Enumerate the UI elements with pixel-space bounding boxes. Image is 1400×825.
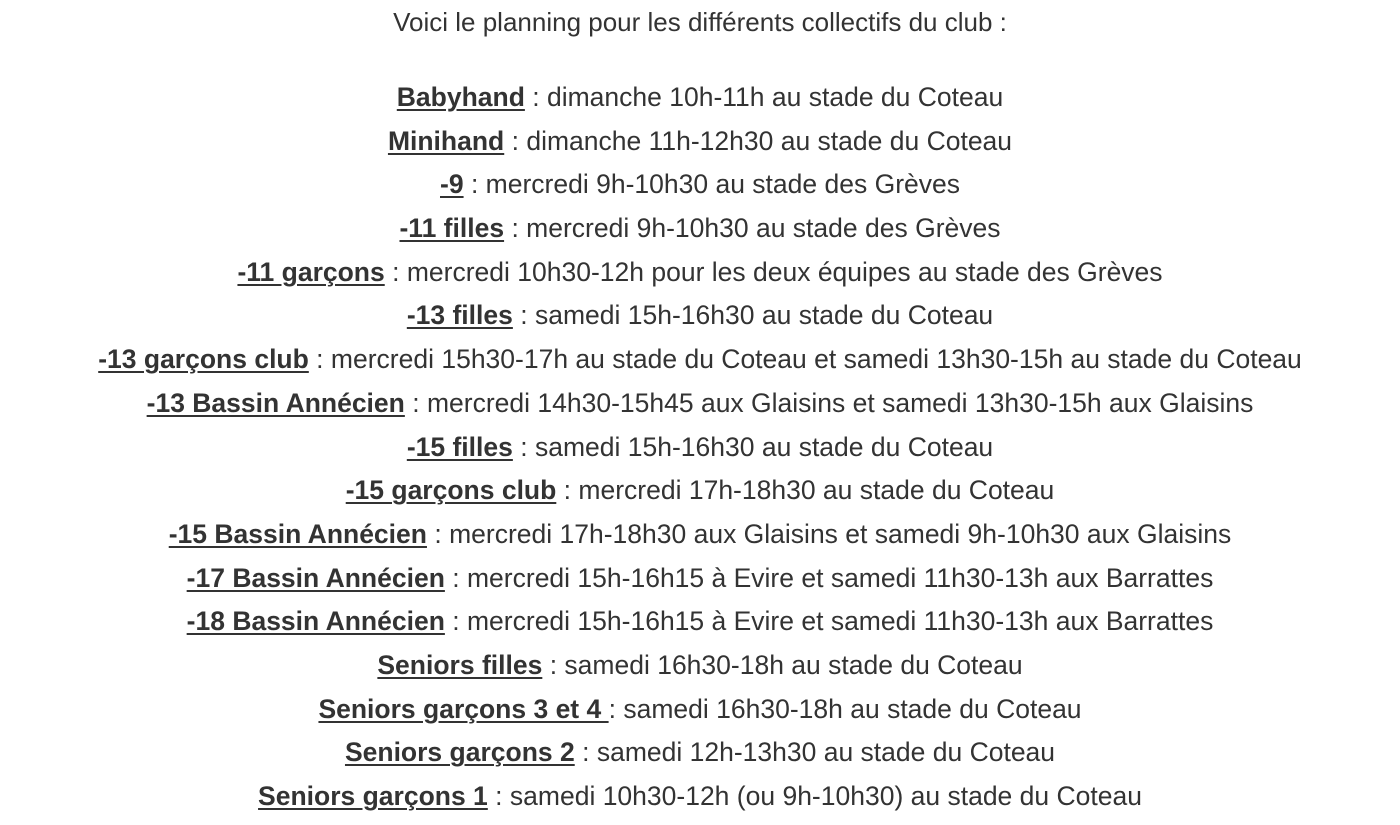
team-link[interactable]: -11 garçons — [237, 256, 385, 287]
schedule-row — [0, 519, 1400, 563]
intro-text: Voici le planning pour les différents collectifs du club : — [393, 7, 1007, 37]
separator: : — [574, 737, 597, 768]
schedule-details: dimanche 10h-11h au stade du Coteau — [546, 82, 1004, 112]
separator: : — [608, 693, 624, 724]
schedule-details: mercredi 10h30-12h pour les deux équipes au stade des Grèves — [406, 256, 1163, 287]
schedule-row — [0, 126, 1400, 170]
separator: : — [444, 562, 467, 593]
schedule-details: mercredi 15h30-17h au stade du Coteau et samedi 13h30-15h au stade du Coteau — [330, 344, 1302, 375]
separator: : — [524, 82, 547, 112]
team-link[interactable]: -15 Bassin Annécien — [168, 518, 427, 549]
schedule-row — [0, 213, 1400, 257]
schedule-row — [0, 82, 1400, 126]
schedule-details: samedi 15h-16h30 au stade du Coteau — [534, 300, 994, 331]
schedule-row — [0, 388, 1400, 432]
schedule-details: samedi 15h-16h30 au stade du Coteau — [534, 431, 994, 462]
schedule-details: mercredi 9h-10h30 au stade des Grèves — [526, 213, 1001, 244]
schedule-row — [0, 300, 1400, 344]
separator: : — [308, 344, 331, 375]
separator: : — [512, 300, 535, 331]
schedule-details: samedi 16h30-18h au stade du Coteau — [564, 649, 1023, 680]
separator: : — [504, 125, 527, 156]
team-link[interactable]: -11 filles — [399, 213, 505, 244]
schedule-row — [0, 737, 1400, 781]
schedule-details: mercredi 17h-18h30 au stade du Coteau — [578, 475, 1055, 506]
schedule-row — [0, 694, 1400, 738]
schedule-row — [0, 563, 1400, 607]
separator: : — [556, 475, 579, 506]
schedule-row — [0, 475, 1400, 519]
separator: : — [512, 431, 535, 462]
team-link[interactable]: Seniors garçons 1 — [258, 781, 488, 811]
schedule-details: samedi 10h30-12h (ou 9h-10h30) au stade du Coteau — [509, 781, 1142, 811]
schedule-details: samedi 12h-13h30 au stade du Coteau — [596, 737, 1056, 768]
team-link[interactable]: Minihand — [387, 125, 505, 156]
team-link[interactable]: -15 filles — [406, 431, 513, 462]
team-link[interactable]: -15 garçons club — [345, 475, 557, 506]
schedule-row — [0, 169, 1400, 213]
schedule-details: mercredi 15h-16h15 à Evire et samedi 11h30-13h aux Barrattes — [466, 562, 1214, 593]
schedule-row — [0, 432, 1400, 476]
team-link[interactable]: -13 filles — [406, 300, 513, 331]
team-link[interactable]: -13 Bassin Annécien — [146, 387, 405, 418]
team-link[interactable]: -17 Bassin Annécien — [186, 562, 445, 593]
team-link[interactable]: Babyhand — [396, 82, 525, 112]
schedule-details: mercredi 17h-18h30 aux Glaisins et samedi 9h-10h30 aux Glaisins — [449, 518, 1232, 549]
schedule-details: mercredi 15h-16h15 à Evire et samedi 11h30-13h aux Barrattes — [466, 606, 1214, 637]
separator: : — [542, 649, 565, 680]
team-link[interactable]: -18 Bassin Annécien — [186, 606, 445, 637]
separator: : — [426, 518, 450, 549]
separator: : — [487, 781, 510, 811]
separator: : — [384, 256, 407, 287]
team-link[interactable]: Seniors filles — [377, 649, 543, 680]
schedule-details: samedi 16h30-18h au stade du Coteau — [623, 693, 1082, 724]
schedule-row — [0, 344, 1400, 388]
schedule-row — [0, 650, 1400, 694]
team-link[interactable]: -9 — [440, 169, 464, 200]
schedule-details: mercredi 9h-10h30 au stade des Grèves — [485, 169, 960, 200]
team-link[interactable]: Seniors garçons 3 et 4 — [318, 693, 609, 724]
schedule-details: dimanche 11h-12h30 au stade du Coteau — [526, 125, 1013, 156]
separator: : — [404, 387, 427, 418]
schedule-row — [0, 781, 1400, 825]
separator: : — [444, 606, 467, 637]
separator: : — [504, 213, 527, 244]
team-link[interactable]: Seniors garçons 2 — [344, 737, 575, 768]
schedule-list — [0, 55, 1400, 825]
schedule-details: mercredi 14h30-15h45 aux Glaisins et samedi 13h30-15h aux Glaisins — [426, 387, 1254, 418]
schedule-row — [0, 606, 1400, 650]
team-link[interactable]: -13 garçons club — [98, 344, 309, 375]
schedule-row — [0, 257, 1400, 301]
separator: : — [463, 169, 486, 200]
